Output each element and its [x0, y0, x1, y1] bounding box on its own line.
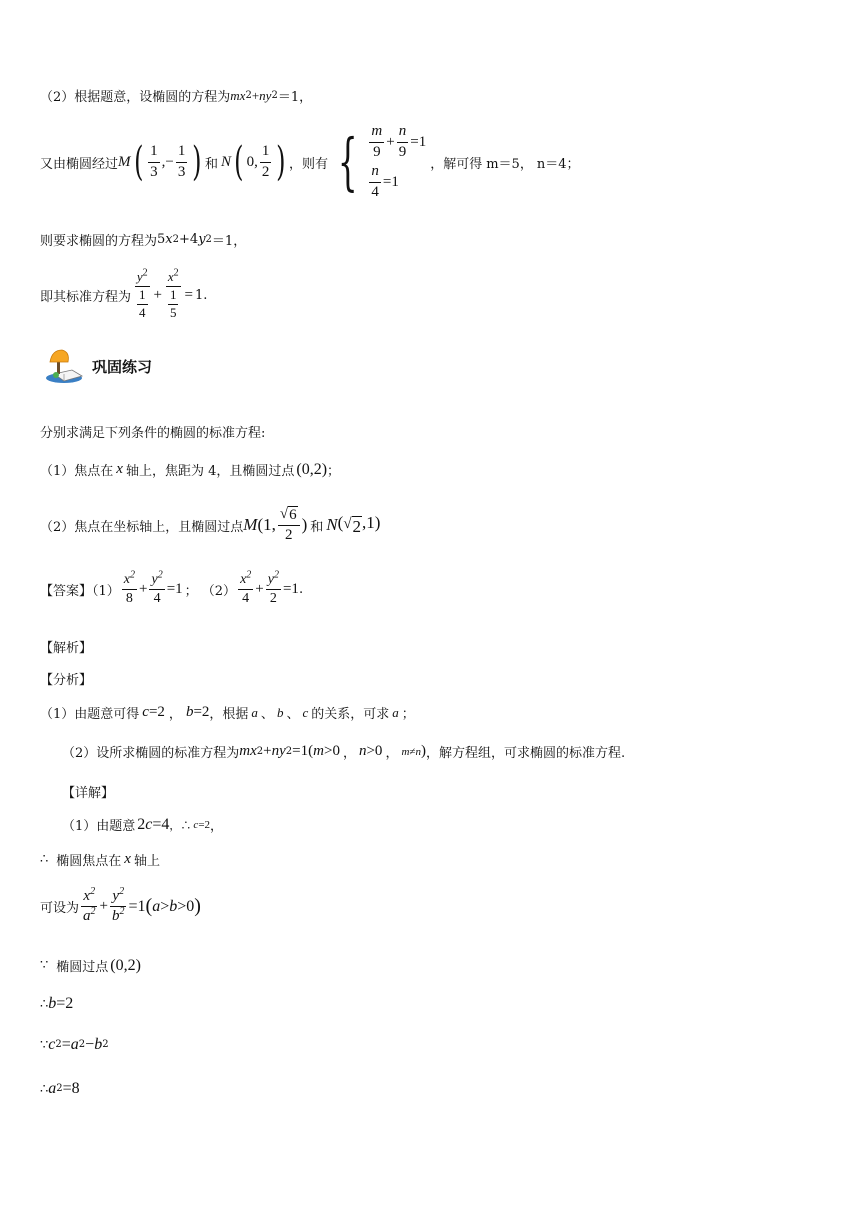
exercise-1-text-c: ；: [327, 464, 341, 479]
solve-result-text: ，解可得: [430, 156, 483, 172]
answer-line: 【答案】（1） $\frac{x^2}{8}$ + $\frac{y^2}{4}$ =1 ； （2） $\frac{x^2}{4}$ + $\frac{y^2}{2}$ =1 .: [40, 569, 304, 607]
exercise-2-and: 和: [310, 519, 324, 535]
then-have-text: ，则有: [288, 156, 328, 172]
part2-intro-text: （2）根据题意，设椭圆的方程为: [40, 90, 231, 105]
step-set: 可设为 $\frac{x^2}{a^2}$ + $\frac{y^2}{b^2}$ =1 ( a > b >0 ): [40, 886, 201, 925]
detail-1b: ，∴: [169, 818, 192, 832]
fenxi-label: [40, 669, 92, 688]
n-value: n＝4；: [536, 156, 580, 172]
step-focus-text: 椭圆焦点在: [56, 854, 122, 869]
step-pass-text: 椭圆过点: [56, 960, 109, 975]
equation-system: $\frac{m}{9}$ + $\frac{n}{9}$ =1 $\frac{n}{4}$ =1: [371, 123, 427, 200]
standard-eq-prefix: 即其标准方程为: [40, 289, 132, 305]
and-text: 和: [204, 156, 218, 172]
fenxi-2a: （2）设所求椭圆的标准方程为: [62, 746, 240, 761]
fenxi-label-text: 【分析】: [40, 673, 93, 688]
section-heading: [44, 348, 152, 384]
answer-end: .: [298, 582, 304, 598]
exercise-2-text: （2）焦点在坐标轴上，且椭圆过点: [40, 519, 244, 535]
m-value: m＝5，: [486, 156, 533, 172]
standard-eq-tail: 1.: [194, 287, 208, 303]
step-b: ∴ b =2: [40, 995, 74, 1012]
exercise-1-text-b: 轴上，焦距为 4，且椭圆过点: [125, 464, 295, 479]
fenxi-2b: ，解方程组，可求椭圆的标准方程.: [425, 746, 626, 761]
step-a: ∴ a 2 =8: [40, 1080, 80, 1097]
fenxi-1b: ，根据: [209, 707, 249, 722]
detail-1a: （1）由题意: [62, 819, 136, 834]
section-heading-text: 巩固练习: [92, 357, 153, 376]
step-focus-text-b: 轴上: [133, 854, 160, 869]
fenxi-1f: ；: [401, 707, 415, 722]
fenxi-1a: （1）由题意可得: [40, 707, 140, 722]
answer-sep: ； （2）: [184, 584, 237, 600]
detail-1: （1）由题意 2 c =4 ，∴ c =2 ，: [62, 815, 224, 834]
lamp-book-icon: [44, 348, 88, 384]
detail-1c: ，: [210, 819, 224, 834]
step-focus: ∴ 椭圆焦点在 x 轴上: [40, 851, 160, 869]
analysis-label: [40, 637, 92, 656]
detail-label-text: 【详解】: [62, 786, 115, 801]
fenxi-2: （2）设所求椭圆的标准方程为 mx 2 + ny 2 =1( m >0 ， n >0 ， m ≠ n ) ，解方程组，可求椭圆的标准方程.: [62, 743, 626, 761]
pass-points-line: 又由椭圆经过 M ( $\frac{1}{3}$ ,− $\frac{1}{3}$ ) 和 N ( 0, $\frac{1}{2}$ ) ，则有 { $\frac{m}{9}$ + $\frac{n}{9}$ =1 $\frac{n}{4}$ =1 ，解可得 m＝5， n＝4；: [40, 122, 579, 202]
fenxi-1e: 的关系，可求: [311, 707, 390, 722]
exercise-2: （2）焦点在坐标轴上，且椭圆过点 M (1, √ 6 2 ) 和 N ( √ 2 ,1): [40, 506, 381, 544]
step-pass-because: ∵: [40, 958, 49, 973]
required-eq-line: 则要求椭圆的方程为 5x 2 +4y 2 ＝1，: [40, 232, 247, 249]
step-b-therefore: ∴: [40, 996, 49, 1012]
step-set-text: 可设为: [40, 901, 80, 917]
step-a-therefore: ∴: [40, 1081, 49, 1097]
step-pass: ∵ 椭圆过点 (0,2): [40, 956, 141, 975]
pass-points-text: 又由椭圆经过: [40, 156, 119, 172]
exercise-1-text-a: （1）焦点在: [40, 464, 114, 479]
step-focus-therefore: ∴: [40, 852, 49, 867]
answer-label: 【答案】（1）: [40, 584, 120, 600]
fenxi-1c: 、: [260, 707, 274, 722]
exercise-intro-text: 分别求满足下列条件的椭圆的标准方程:: [40, 426, 266, 441]
fenxi-1d: 、: [286, 707, 300, 722]
required-eq-tail: ＝1，: [211, 234, 247, 249]
analysis-label-text: 【解析】: [40, 641, 93, 656]
part2-intro-line: （2）根据题意，设椭圆的方程为 mx 2 + ny 2 ＝1，: [40, 87, 313, 105]
exercise-1: （1）焦点在 x 轴上，焦距为 4，且椭圆过点 (0,2) ；: [40, 460, 341, 479]
required-eq-prefix: 则要求椭圆的方程为: [40, 234, 158, 249]
detail-label: [62, 782, 114, 801]
step-c: ∵ c 2 = a 2 − b 2: [40, 1036, 109, 1053]
step-c-because: ∵: [40, 1037, 49, 1053]
part2-eq-tail: ＝1，: [277, 90, 313, 105]
standard-eq-line: 即其标准方程为 $\frac{y^2}{\frac{1}{4}}$ + $\frac{x^2}{\frac{1}{5}}$ = 1.: [40, 267, 208, 320]
fenxi-1: （1）由题意可得 c =2 ， b =2 ，根据 a 、 b 、 c 的关系，可求 a ；: [40, 704, 415, 722]
exercise-intro: [40, 422, 265, 441]
